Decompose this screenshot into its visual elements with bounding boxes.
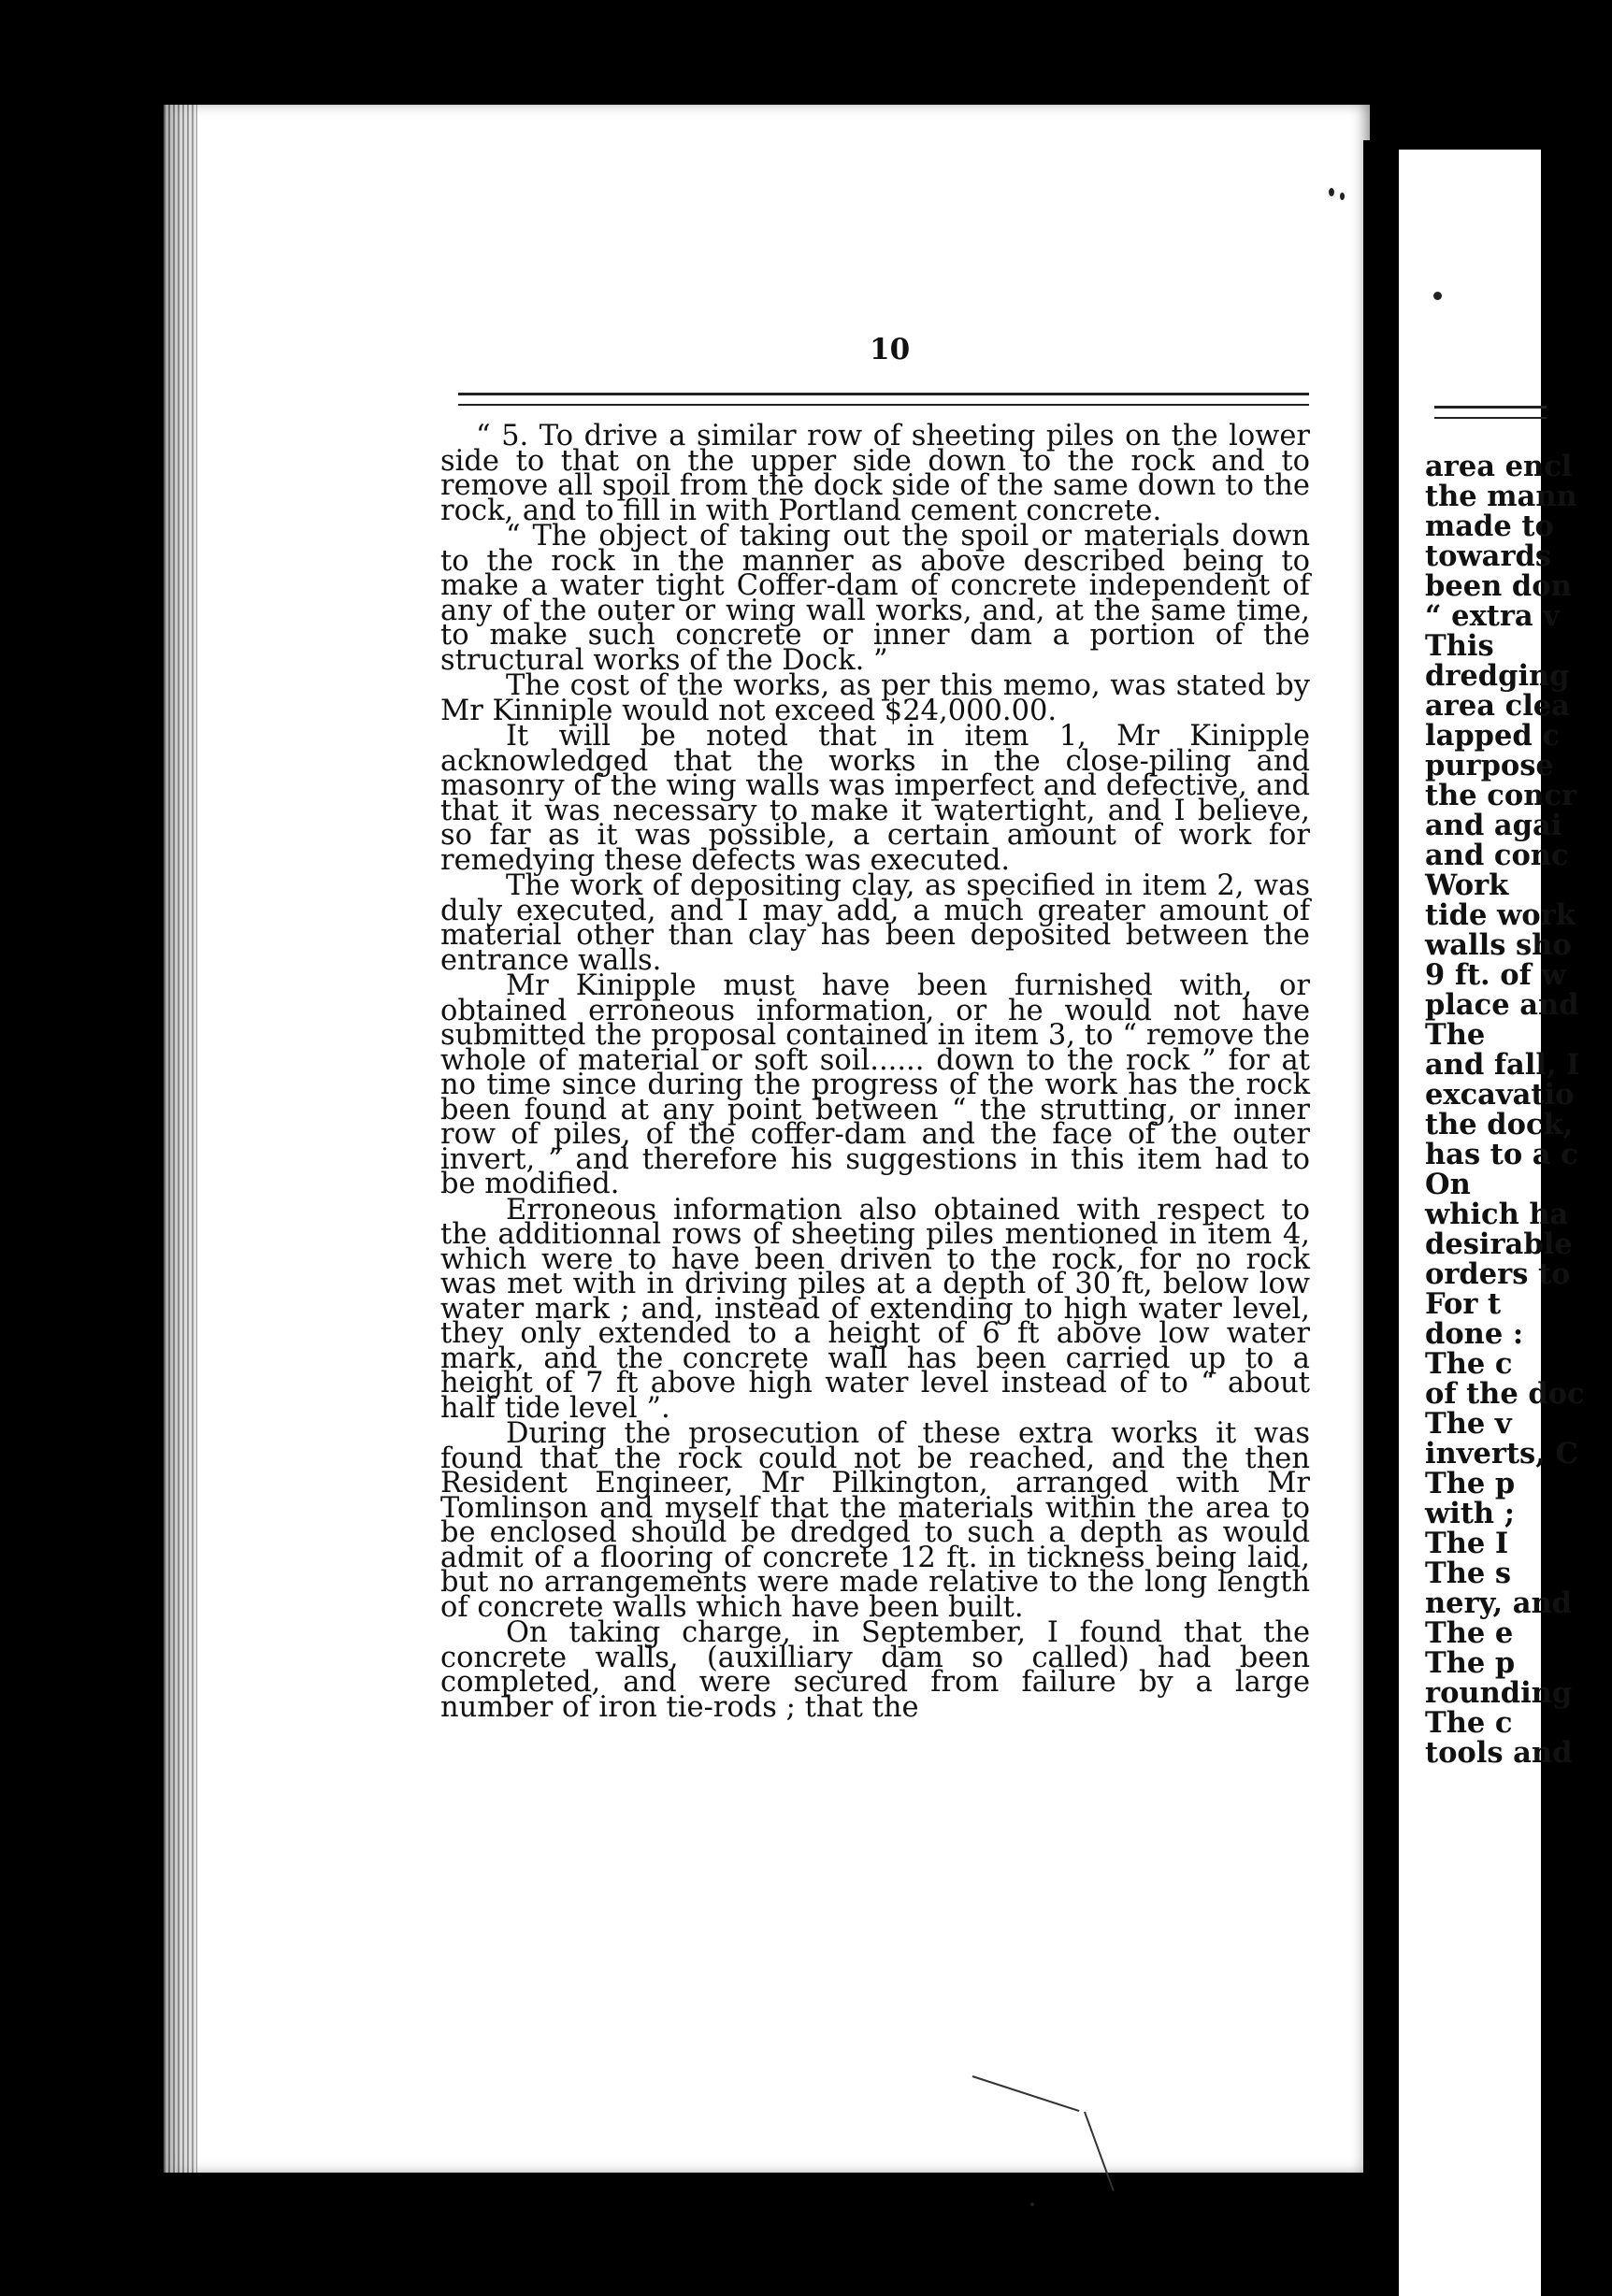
adjacent-page-line: and conc [1425, 839, 1569, 872]
paragraph-item-4: Erroneous information also obtained with respect to the additionnal rows of sheeting piles mentioned in item 4, which were to have been driven to the rock, for no rock was met with in driving piles at a depth of 30 ft, below low water mark ; and, instead of extending to high water level, they only extended to a height of 6 ft above low water mark, and the concrete wall has been carried up to a height of 7 ft above high water level instead of to “ about half tide level ”. [440, 1193, 1310, 1425]
adjacent-page-line: which ha [1425, 1198, 1569, 1231]
page-gutter [1363, 140, 1399, 2296]
adjacent-page-line: inverts, C [1425, 1437, 1578, 1471]
paragraph-extra-works: During the prosecution of these extra works it was found that the rock could not be reached, and the then Resident Engineer, Mr Pilkington, arranged with Mr Tomlinson and myself that the materials within the area to be enclosed should be dredged to such a depth as would admit of a flooring of concrete 12 ft. in tickness being laid, but no arrangements were made relative to the long length of concrete walls which have been built. [440, 1417, 1310, 1624]
adjacent-page-line: For t [1425, 1287, 1502, 1321]
adjacent-page-line: tide work [1425, 898, 1576, 932]
adjacent-page-line: The s [1425, 1557, 1512, 1590]
adjacent-page-line: area encl [1425, 450, 1573, 483]
adjacent-page-line: towards [1425, 539, 1552, 573]
adjacent-page-line: purpose [1425, 749, 1554, 782]
adjacent-page-line: The p [1425, 1646, 1516, 1680]
adjacent-page-line: desirable [1425, 1227, 1573, 1261]
adjacent-page-line: orders to [1425, 1257, 1571, 1291]
page-number: 10 [870, 333, 911, 366]
adjacent-page-line: tools and [1425, 1736, 1573, 1770]
adjacent-page-line: and agai [1425, 809, 1562, 842]
paragraph-item-3: Mr Kinipple must have been furnished with, or obtained erroneous information, or he would not have submitted the proposal contained in item 3, to “ remove the whole of material or soft soil...... down to the rock ” for at no time since during the progress of the work has the rock been found at any point between “ the strutting, or inner row of piles, of the coffer-dam and the face of the outer invert, ” and therefore his suggestions in this item had to be modified. [440, 969, 1310, 1200]
adjacent-page-line: walls sho [1425, 928, 1572, 962]
adjacent-header-rule-bottom [1434, 417, 1547, 419]
header-rule-top [458, 393, 1309, 395]
adjacent-page-line: excavatio [1425, 1078, 1575, 1112]
speck [1329, 188, 1334, 196]
speck [1340, 193, 1345, 200]
adjacent-header-rule-top [1434, 406, 1547, 409]
adjacent-page-line: has to a c [1425, 1138, 1578, 1171]
adjacent-page-line: This [1425, 629, 1494, 663]
paragraph-item-1: It will be noted that in item 1, Mr Kinipple acknowledged that the works in the close-piling and masonry of the wing walls was imperfect and defective, and that it was necessary to make it watertight, and I believe, so far as it was possible, a certain amount of work for remedying these defects was executed. [440, 720, 1310, 877]
adjacent-page-line: and fall, I [1425, 1048, 1580, 1082]
adjacent-page-line: On [1425, 1168, 1471, 1201]
adjacent-page-line: the dock, [1425, 1108, 1574, 1141]
adjacent-page-line: The e [1425, 1616, 1514, 1650]
adjacent-page-line: lapped c [1425, 719, 1560, 753]
paragraph-cost: The cost of the works, as per this memo, was stated by Mr Kinniple would not exceed $24,000.00. [440, 669, 1310, 727]
paragraph-item-5: “ 5. To drive a similar row of sheeting piles on the lower side to that on the upper side down to the rock and to remove all spoil from the dock side of the same down to the rock, and to fill in with Portland cement concrete. [440, 420, 1310, 527]
adjacent-page-line: The p [1425, 1467, 1516, 1500]
adjacent-page-line: Work [1425, 868, 1509, 902]
paragraph-object-coffer-dam: “ The object of taking out the spoil or materials down to the rock in the manner as above described being to make a water tight Coffer-dam of concrete independent of any of the outer or wing wall works, and, at the same time, to make such concrete or inner dam a portion of the structural works of the Dock. ” [440, 520, 1310, 677]
adjacent-page-line: nery, and [1425, 1586, 1572, 1620]
adjacent-page-line: made to [1425, 509, 1554, 543]
adjacent-page-line: with ; [1425, 1497, 1515, 1530]
paragraph-taking-charge: On taking charge, in September, I found that the concrete walls, (auxilliary dam so called) had been completed, and were secured from failure by a large number of iron tie-rods ; that the [440, 1616, 1310, 1724]
adjacent-page-line: rounding [1425, 1676, 1573, 1710]
speck [1433, 292, 1442, 300]
adjacent-page-line: been don [1425, 569, 1572, 603]
adjacent-page-line: area clea [1425, 689, 1570, 723]
header-rule-bottom [458, 404, 1309, 406]
adjacent-page-line: of the doc [1425, 1377, 1585, 1411]
adjacent-page-line: done : [1425, 1317, 1524, 1351]
adjacent-page-line: place and [1425, 988, 1579, 1022]
adjacent-page-line: The I [1425, 1527, 1509, 1560]
adjacent-page-line: dredging [1425, 659, 1570, 693]
adjacent-page-line: The c [1425, 1347, 1513, 1381]
adjacent-page-line: The v [1425, 1407, 1512, 1441]
adjacent-page-text [1425, 450, 1612, 1771]
adjacent-page-line: the concr [1425, 779, 1577, 812]
body-text [440, 420, 1310, 1724]
adjacent-page-line: the mann [1425, 480, 1577, 513]
adjacent-page-line: 9 ft. of w [1425, 958, 1566, 992]
speck [1030, 2203, 1034, 2206]
paragraph-item-2: The work of depositing clay, as specified in item 2, was duly executed, and I may add, a much greater amount of material other than clay has been deposited between the entrance walls. [440, 869, 1310, 977]
adjacent-page-line: The [1425, 1018, 1486, 1052]
adjacent-page-line: “ extra v [1425, 599, 1561, 633]
adjacent-page-line: The c [1425, 1706, 1513, 1740]
